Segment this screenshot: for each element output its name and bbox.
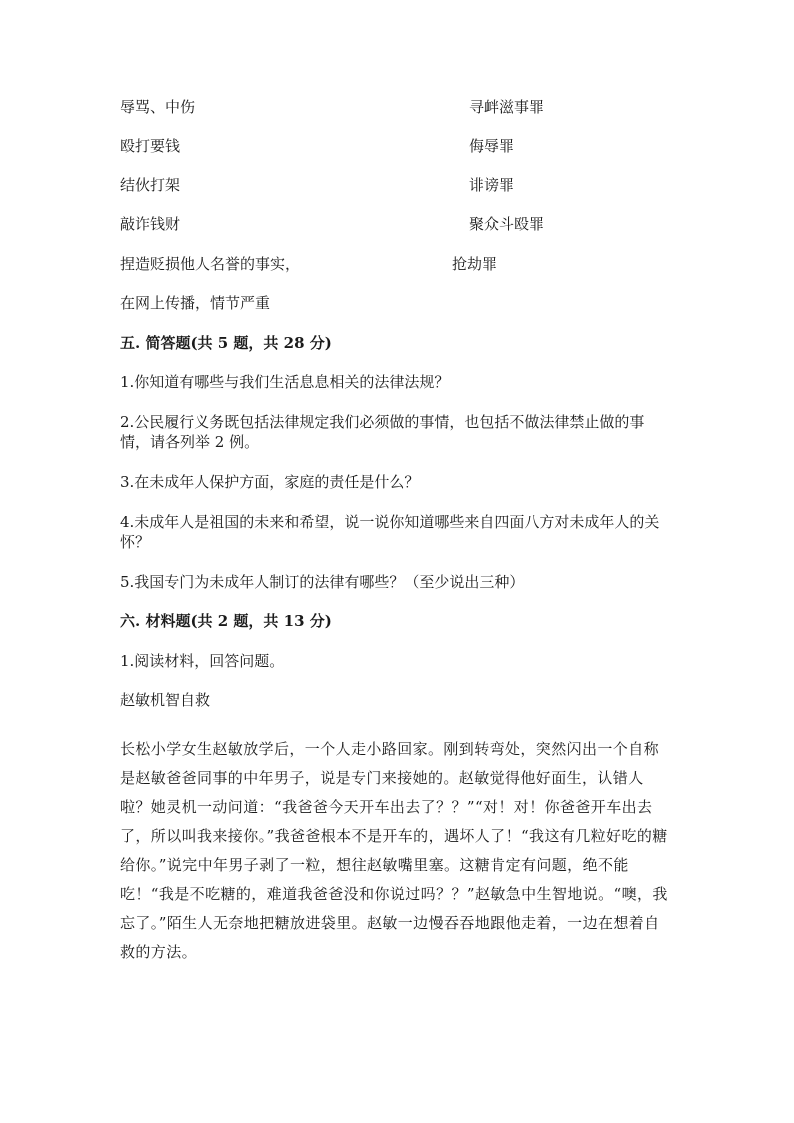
matching-left-1: 辱骂、中伤 [120,98,196,116]
matching-left-2: 殴打要钱 [120,137,181,155]
matching-left-5: 捏造贬损他人名誉的事实， [120,255,301,273]
story-title: 赵敏机智自救 [120,691,211,709]
question-5-1: 1.你知道有哪些与我们生活息息相关的法律法规？ [120,373,450,391]
section-6-title: 六. 材料题(共 2 题，共 13 分) [120,612,332,630]
matching-right-5: 抢劫罪 [452,255,498,273]
question-5-5: 5.我国专门为未成年人制订的法律有哪些？（至少说出三种） [120,573,525,591]
story-text: 长松小学女生赵敏放学后，一个人走小路回家。刚到转弯处，突然闪出一个自称是赵敏爸爸同事的中年男子，说是专门来接她的。赵敏觉得他好面生，认错人啦？她灵机一动问道：“我爸爸今天开车出去了？？”“对！对！你爸爸开车出去了，所以叫我来接你。”我爸爸根本不是开车的，遇坏人了！“我这有几粒好吃的糖给你。”说完中年男子剥了一粒，想往赵敏嘴里塞。这糖肯定有问题，绝不能吃！“我是不吃糖的，难道我爸爸没和你说过吗？？”赵敏急中生智地说。“噢，我忘了。”陌生人无奈地把糖放进袋里。赵敏一边慢吞吞地跟他走着，一边在想着自救的方法。 [120,740,668,961]
matching-right-3: 诽谤罪 [469,176,515,194]
matching-right-1: 寻衅滋事罪 [469,98,545,116]
question-5-2: 2.公民履行义务既包括法律规定我们必须做的事情，也包括不做法律禁止做的事情，请各列举 2 例。 [120,413,645,451]
matching-right-4: 聚众斗殴罪 [469,215,545,233]
matching-left-4: 敲诈钱财 [120,215,181,233]
matching-right-2: 侮辱罪 [469,137,515,155]
matching-left-6: 在网上传播，情节严重 [120,294,271,312]
question-5-4: 4.未成年人是祖国的未来和希望，说一说你知道哪些来自四面八方对未成年人的关怀？ [120,513,660,551]
question-5-3: 3.在未成年人保护方面，家庭的责任是什么？ [120,473,420,491]
matching-left-3: 结伙打架 [120,176,181,194]
question-6-1: 1.阅读材料，回答问题。 [120,652,285,670]
section-5-title: 五. 简答题(共 5 题，共 28 分) [120,334,332,352]
